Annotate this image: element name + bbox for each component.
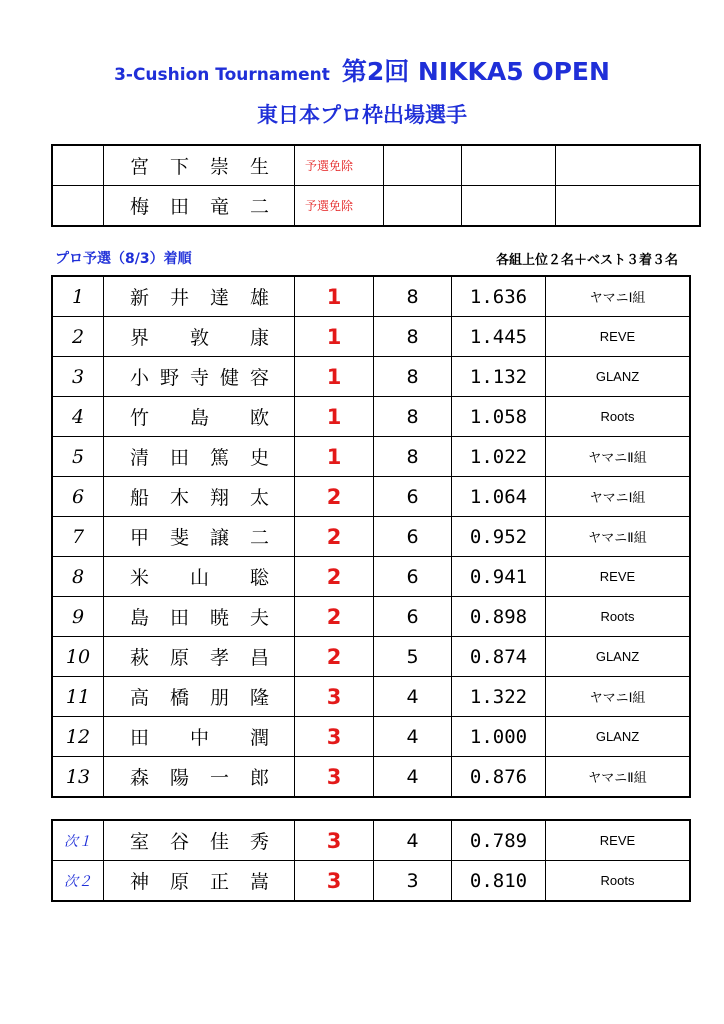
points-cell: 8 [374,357,452,397]
team-cell: GLANZ [546,637,691,677]
points-cell: 4 [374,820,452,861]
place-cell: 1 [295,276,374,317]
rank-cell: 次１ [52,820,104,861]
name-cell [104,717,295,757]
reserves-table [51,819,691,902]
place-cell: 2 [295,557,374,597]
name-char: 譲 [209,527,230,549]
name-char: 隆 [249,687,270,709]
average-cell: 0.789 [452,820,546,861]
name-char: 二 [249,527,270,549]
name-char: 甲 [130,527,151,549]
table-row [52,397,690,437]
points-cell: 6 [374,597,452,637]
place-cell: 1 [295,437,374,477]
place-cell: 2 [295,637,374,677]
average-cell [462,186,556,227]
exempt-table [51,144,701,227]
name-char: 佳 [209,831,230,853]
table-row [52,437,690,477]
name-char: 郎 [249,767,270,789]
average-cell [462,145,556,186]
name-char: 新 [130,287,151,309]
average-cell: 1.064 [452,477,546,517]
name-char: 欧 [249,407,270,429]
points-cell: 3 [374,861,452,902]
name-cell [104,517,295,557]
name-char: 正 [209,871,230,893]
average-cell: 1.322 [452,677,546,717]
name-char: 島 [189,407,210,429]
section-label: プロ予選（8/3）着順 [55,251,192,267]
name-char: 高 [130,687,151,709]
name-char: 室 [130,831,151,853]
points-cell: 4 [374,757,452,798]
name-char: 夫 [249,607,270,629]
name-char: 船 [130,487,151,509]
name-char: 米 [130,567,151,589]
table-row [52,557,690,597]
average-cell: 0.876 [452,757,546,798]
team-cell: ヤマニⅡ組 [546,517,691,557]
name-char: 孝 [209,647,230,669]
name-cell [104,757,295,798]
team-cell: Roots [546,397,691,437]
name-char: 小 [130,367,151,389]
title-big: 第2回 NIKKA5 OPEN [341,57,610,86]
place-cell: 1 [295,357,374,397]
name-char: 橋 [169,687,190,709]
rank-cell: 10 [52,637,104,677]
name-char: 秀 [249,831,270,853]
table-row [52,637,690,677]
team-cell: GLANZ [546,357,691,397]
subtitle: 東日本プロ枠出場選手 [257,103,467,127]
name-char: 田 [130,727,151,749]
name-cell [104,357,295,397]
table-row [52,677,690,717]
team-cell [556,186,701,227]
team-cell: Roots [546,861,691,902]
name-char: 潤 [249,727,270,749]
name-char: 萩 [130,647,151,669]
team-cell [556,145,701,186]
rank-cell: 1 [52,276,104,317]
name-char: 聡 [249,567,270,589]
rank-cell: 11 [52,677,104,717]
name-char: 中 [189,727,210,749]
name-cell [104,820,295,861]
team-cell: REVE [546,317,691,357]
average-cell: 1.132 [452,357,546,397]
name-char: 容 [249,367,270,389]
name-char: 原 [169,871,190,893]
name-char: 陽 [169,767,190,789]
rank-cell: 次２ [52,861,104,902]
name-cell [104,557,295,597]
place-cell: 1 [295,317,374,357]
name-char: 史 [249,447,270,469]
name-char: 界 [130,327,151,349]
rank-cell: 7 [52,517,104,557]
average-cell: 1.058 [452,397,546,437]
name-char: 斐 [169,527,190,549]
table-row [52,717,690,757]
points-cell: 4 [374,717,452,757]
team-cell: REVE [546,820,691,861]
rank-cell: 2 [52,317,104,357]
name-char: 暁 [209,607,230,629]
section-note: 各組上位２名＋ベスト３着３名 [495,253,678,268]
name-char: 谷 [169,831,190,853]
points-cell: 8 [374,317,452,357]
points-cell: 8 [374,397,452,437]
name-char: 木 [169,487,190,509]
name-char: 山 [189,567,210,589]
rank-cell: 9 [52,597,104,637]
rank-cell [52,186,104,227]
name-char: 嵩 [249,871,270,893]
name-char: 翔 [209,487,230,509]
place-cell: 3 [295,757,374,798]
team-cell: ヤマニⅠ組 [546,276,691,317]
average-cell: 1.445 [452,317,546,357]
table-row [52,597,690,637]
name-char: 島 [130,607,151,629]
name-char: 寺 [189,367,210,389]
name-char: 朋 [209,687,230,709]
points-cell: 4 [374,677,452,717]
title-small: 3-Cushion Tournament [114,65,330,85]
rank-cell: 3 [52,357,104,397]
table-row [52,757,690,798]
name-char: 昌 [249,647,270,669]
team-cell: ヤマニⅠ組 [546,477,691,517]
average-cell: 1.022 [452,437,546,477]
average-cell: 0.810 [452,861,546,902]
place-cell: 2 [295,477,374,517]
team-cell: GLANZ [546,717,691,757]
name-cell [104,437,295,477]
average-cell: 0.874 [452,637,546,677]
name-char: 清 [130,447,151,469]
table-row [52,317,690,357]
points-cell [384,186,462,227]
name-char: 井 [169,287,190,309]
average-cell: 1.636 [452,276,546,317]
name-char: 田 [169,447,190,469]
team-cell: Roots [546,597,691,637]
table-row [52,820,690,861]
exempt-status: 予選免除 [295,186,384,227]
table-row [52,357,690,397]
table-row [52,186,700,227]
average-cell: 0.952 [452,517,546,557]
team-cell: ヤマニⅠ組 [546,677,691,717]
name-char: 神 [130,871,151,893]
rank-cell: 12 [52,717,104,757]
name-char: 田 [169,607,190,629]
rank-cell: 5 [52,437,104,477]
name-char: 康 [249,327,270,349]
name-cell: 宮 下 崇 生 [104,145,295,186]
points-cell: 8 [374,276,452,317]
table-row [52,517,690,557]
name-cell [104,861,295,902]
points-cell: 6 [374,557,452,597]
rank-cell: 4 [52,397,104,437]
name-char: 一 [209,767,230,789]
rank-cell: 8 [52,557,104,597]
name-cell [104,397,295,437]
average-cell: 1.000 [452,717,546,757]
points-cell [384,145,462,186]
exempt-status: 予選免除 [295,145,384,186]
place-cell: 1 [295,397,374,437]
name-char: 森 [130,767,151,789]
rank-cell [52,145,104,186]
name-cell [104,477,295,517]
place-cell: 2 [295,597,374,637]
table-row [52,477,690,517]
points-cell: 6 [374,517,452,557]
team-cell: ヤマニⅡ組 [546,437,691,477]
team-cell: ヤマニⅡ組 [546,757,691,798]
team-cell: REVE [546,557,691,597]
average-cell: 0.941 [452,557,546,597]
name-char: 原 [169,647,190,669]
name-cell [104,317,295,357]
place-cell: 2 [295,517,374,557]
name-char: 達 [209,287,230,309]
name-cell [104,597,295,637]
points-cell: 8 [374,437,452,477]
table-row [52,276,690,317]
points-cell: 5 [374,637,452,677]
table-row [52,145,700,186]
name-char: 野 [159,367,180,389]
average-cell: 0.898 [452,597,546,637]
name-char: 太 [249,487,270,509]
rank-cell: 6 [52,477,104,517]
name-cell [104,677,295,717]
name-cell [104,637,295,677]
place-cell: 3 [295,717,374,757]
name-char: 雄 [249,287,270,309]
name-char: 敦 [189,327,210,349]
name-char: 篤 [209,447,230,469]
place-cell: 3 [295,820,374,861]
points-cell: 6 [374,477,452,517]
name-char: 健 [219,367,240,389]
place-cell: 3 [295,861,374,902]
tournament-title [0,52,724,88]
place-cell: 3 [295,677,374,717]
results-table [51,275,691,798]
rank-cell: 13 [52,757,104,798]
name-char: 竹 [130,407,151,429]
table-row [52,861,690,902]
name-cell: 梅 田 竜 二 [104,186,295,227]
name-cell [104,276,295,317]
